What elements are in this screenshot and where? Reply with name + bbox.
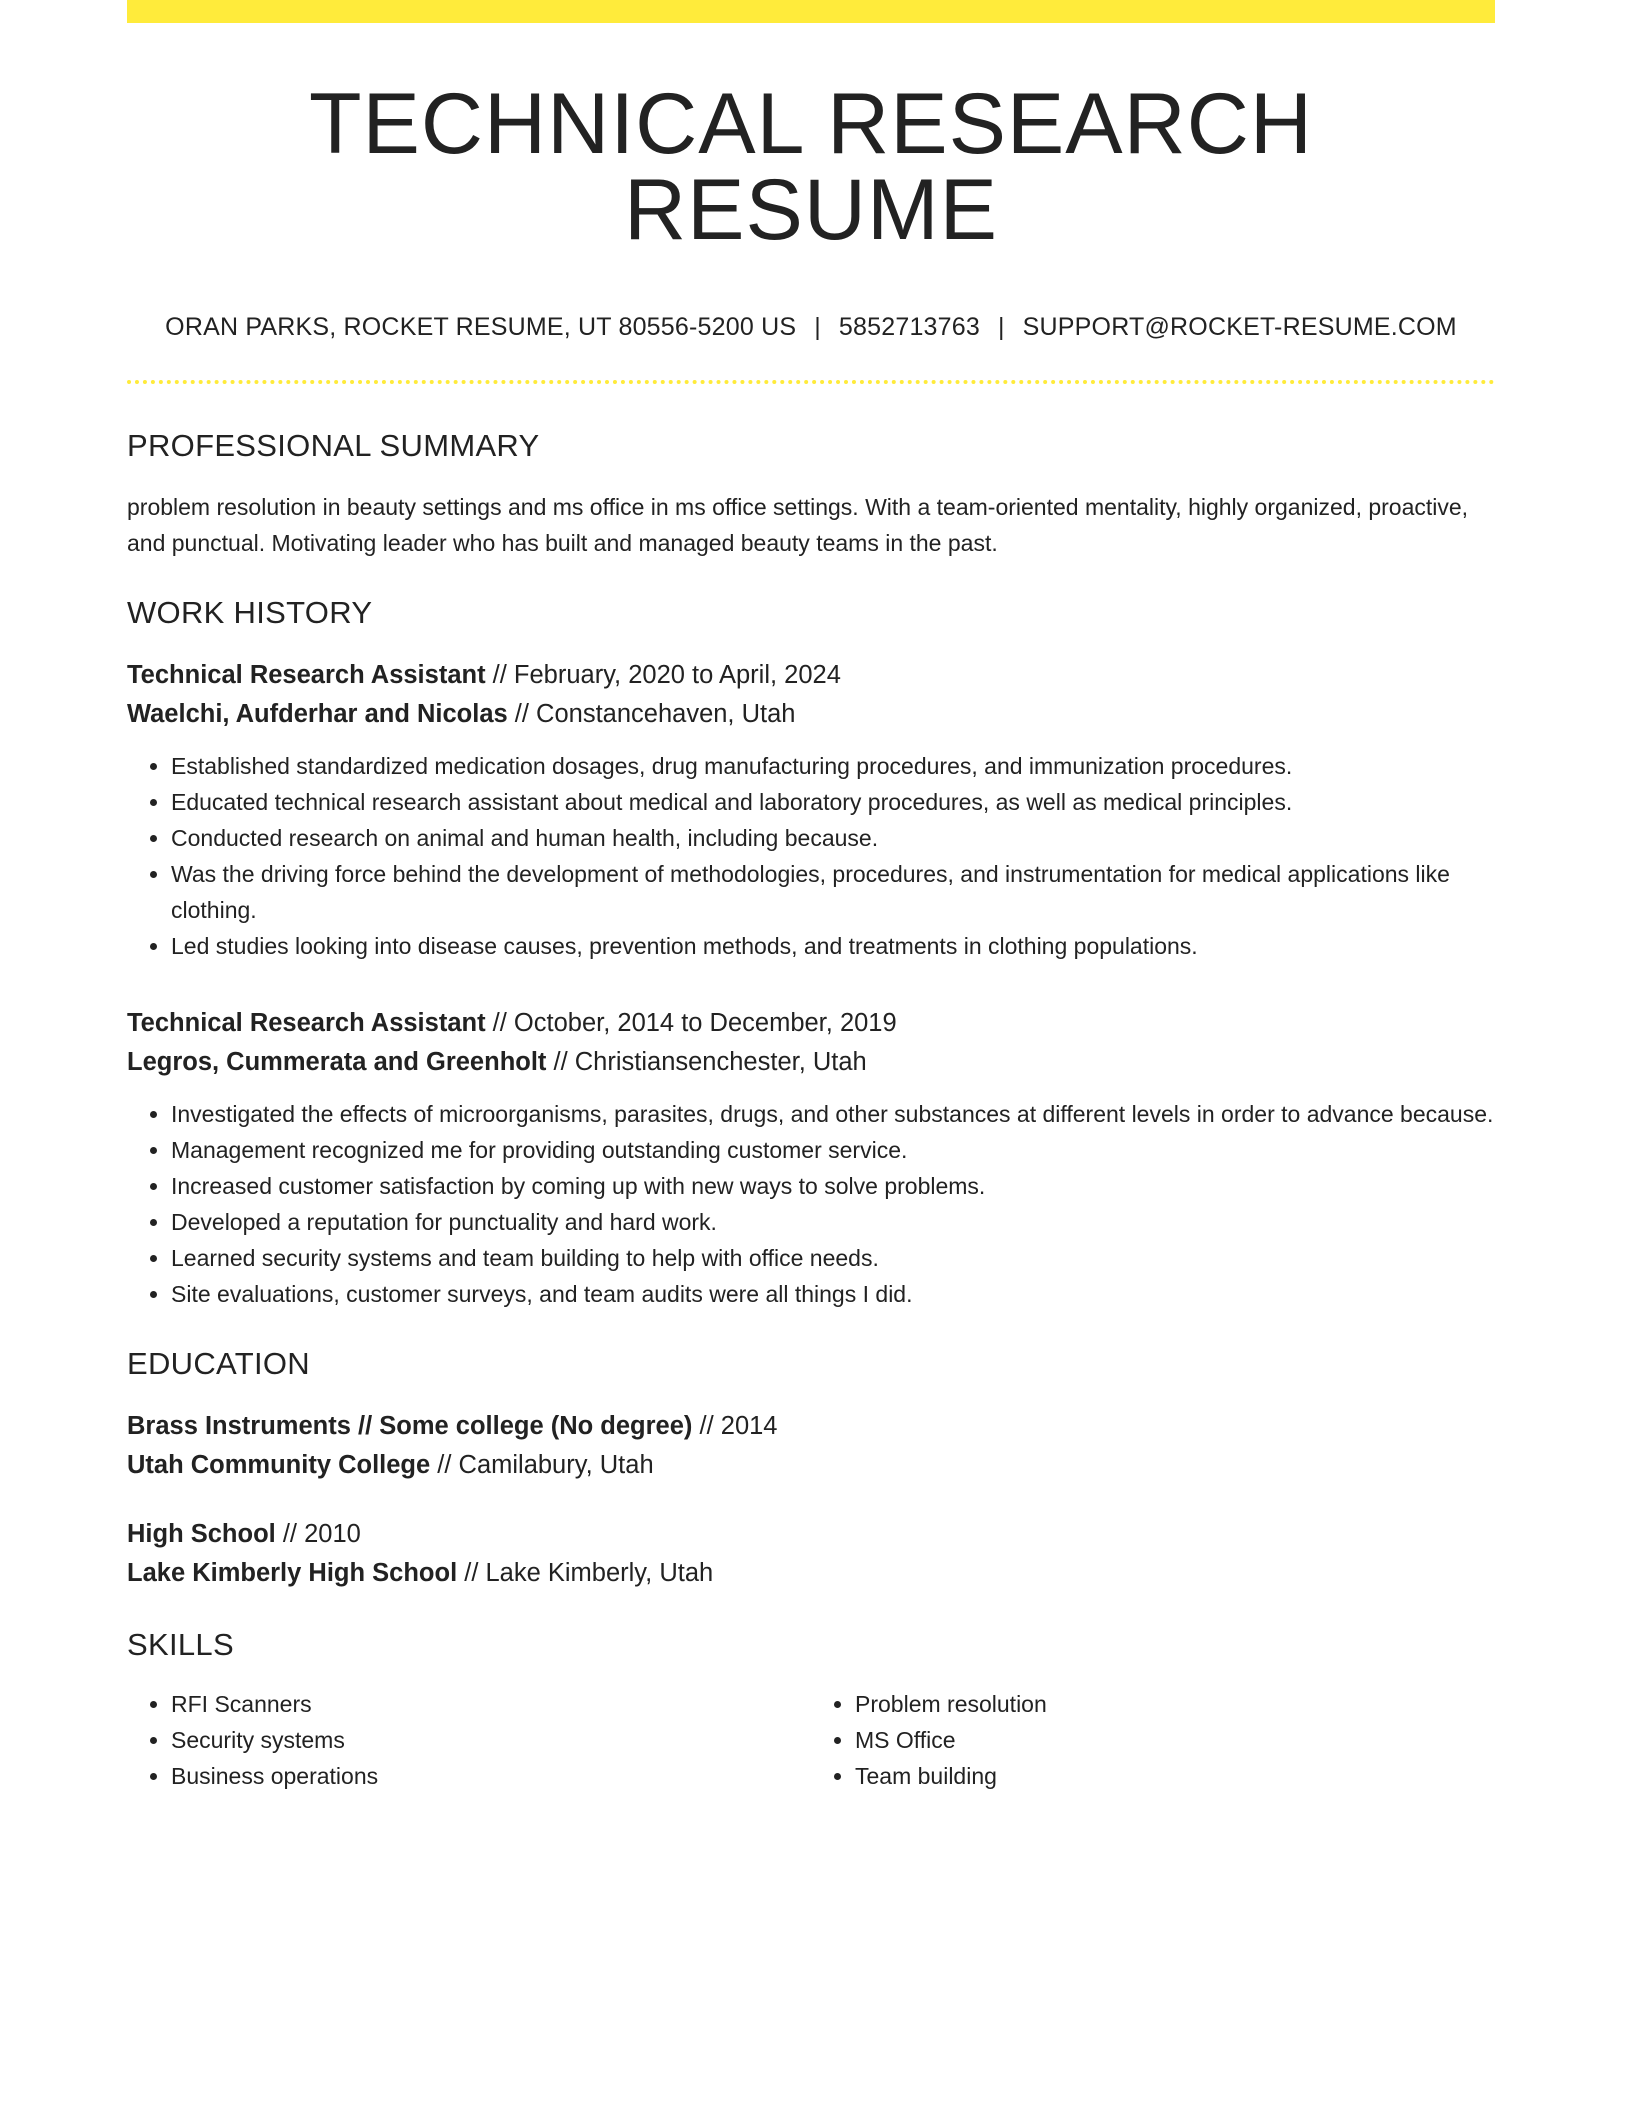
job-title: Technical Research Assistant — [127, 661, 486, 689]
education-degree: Brass Instruments // Some college (No degree) — [127, 1412, 693, 1440]
job-location: // Constancehaven, Utah — [507, 700, 796, 728]
education-degree-line — [127, 1407, 1495, 1446]
education-school: Utah Community College — [127, 1451, 431, 1479]
list-item: • Security systems — [171, 1722, 811, 1758]
job-entry — [127, 1004, 1495, 1312]
list-item: • RFI Scanners — [171, 1686, 811, 1722]
job-responsibilities — [127, 748, 1495, 964]
education-school-line — [127, 1446, 1495, 1485]
contact-separator: | — [814, 313, 821, 341]
skills-list — [127, 1686, 1495, 1794]
contact-line — [127, 315, 1495, 340]
job-title: Technical Research Assistant — [127, 1009, 486, 1037]
document-title: TECHNICAL RESEARCH RESUME — [309, 76, 1313, 258]
list-item: • Increased customer satisfaction by coming up with new ways to solve problems. — [171, 1168, 1495, 1204]
list-item: • Problem resolution — [855, 1686, 1495, 1722]
education-school: Lake Kimberly High School — [127, 1559, 458, 1587]
education-location: // Camilabury, Utah — [430, 1451, 654, 1479]
list-item: • Site evaluations, customer surveys, and team audits were all things I did. — [171, 1276, 1495, 1312]
list-item: • Team building — [855, 1758, 1495, 1794]
job-company-line — [127, 695, 1495, 734]
skills-heading: SKILLS — [127, 1627, 234, 1662]
job-company: Waelchi, Aufderhar and Nicolas — [127, 700, 508, 728]
top-accent-bar — [127, 0, 1495, 23]
work-history-heading: WORK HISTORY — [127, 595, 373, 630]
list-item: • Was the driving force behind the development of methodologies, procedures, and instrumentation for medical applications like clothing. — [171, 856, 1495, 928]
list-item: • Conducted research on animal and human health, including because. — [171, 820, 1495, 856]
list-item: • Management recognized me for providing outstanding customer service. — [171, 1132, 1495, 1168]
education-entry — [127, 1515, 1495, 1593]
list-item: • Learned security systems and team building to help with office needs. — [171, 1240, 1495, 1276]
summary-heading: PROFESSIONAL SUMMARY — [127, 428, 540, 463]
education-degree-line — [127, 1515, 1495, 1554]
list-item: • Led studies looking into disease causes, prevention methods, and treatments in clothing populations. — [171, 928, 1495, 964]
list-item: • MS Office — [855, 1722, 1495, 1758]
education-year: // 2010 — [275, 1520, 361, 1548]
summary-text: problem resolution in beauty settings and ms office in ms office settings. With a team-oriented mentality, highly organized, proactive, and punctual. Motivating leader who has built and managed beauty teams in the past. — [127, 494, 1469, 556]
list-item: • Educated technical research assistant about medical and laboratory procedures, as well as medical principles. — [171, 784, 1495, 820]
education-heading: EDUCATION — [127, 1346, 310, 1381]
list-item: • Business operations — [171, 1758, 811, 1794]
job-entry — [127, 656, 1495, 964]
education-degree: High School — [127, 1520, 276, 1548]
education-entry — [127, 1407, 1495, 1485]
job-company: Legros, Cummerata and Greenholt — [127, 1048, 547, 1076]
job-title-line — [127, 656, 1495, 695]
job-location: // Christiansenchester, Utah — [546, 1048, 867, 1076]
job-title-line — [127, 1004, 1495, 1043]
header-divider — [127, 380, 1495, 384]
contact-address: ORAN PARKS, ROCKET RESUME, UT 80556-5200 US — [165, 313, 797, 341]
contact-separator: | — [997, 313, 1005, 341]
education-school-line — [127, 1554, 1495, 1593]
contact-phone: 5852713763 — [838, 313, 980, 341]
job-company-line — [127, 1043, 1495, 1082]
job-dates: // February, 2020 to April, 2024 — [485, 661, 841, 689]
contact-email: SUPPORT@ROCKET-RESUME.COM — [1022, 313, 1457, 341]
education-location: // Lake Kimberly, Utah — [457, 1559, 714, 1587]
job-responsibilities — [127, 1096, 1495, 1312]
skills-column-left — [127, 1686, 811, 1794]
job-dates: // October, 2014 to December, 2019 — [485, 1009, 897, 1037]
list-item: • Established standardized medication dosages, drug manufacturing procedures, and immunization procedures. — [171, 748, 1495, 784]
list-item: • Developed a reputation for punctuality and hard work. — [171, 1204, 1495, 1240]
list-item: • Investigated the effects of microorganisms, parasites, drugs, and other substances at different levels in order to advance because. — [171, 1096, 1495, 1132]
resume-page — [127, 0, 1495, 1794]
skills-column-right — [811, 1686, 1495, 1794]
education-year: // 2014 — [692, 1412, 778, 1440]
